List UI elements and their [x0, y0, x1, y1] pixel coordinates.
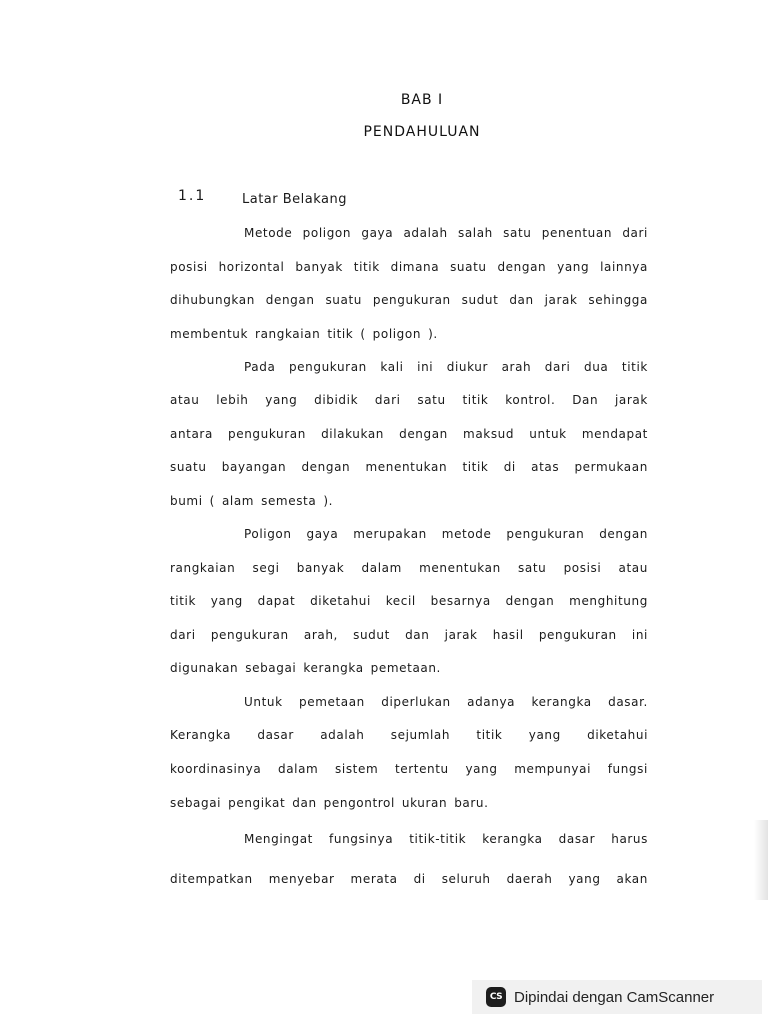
text-word: menghitung: [569, 594, 648, 608]
text-word: untuk: [529, 427, 567, 441]
text-word: merata: [350, 872, 398, 886]
text-word: menentukan: [419, 561, 501, 575]
text-word: suatu: [325, 293, 362, 307]
text-line: [244, 695, 648, 709]
page-edge-shadow: [754, 820, 768, 900]
text-word: titik: [353, 260, 380, 274]
text-line: [170, 661, 648, 675]
camscanner-watermark: [472, 980, 762, 1014]
text-word: penentuan: [541, 226, 613, 240]
text-word: atau: [170, 393, 200, 407]
text-word: pengukuran: [538, 628, 617, 642]
text-word: rangkaian: [170, 561, 236, 575]
text-word: adalah: [320, 728, 365, 742]
text-word: seluruh: [441, 872, 491, 886]
text-word: sudut: [461, 293, 499, 307]
text-word: (: [360, 327, 366, 341]
text-word: satu: [518, 561, 547, 575]
text-word: adanya: [467, 695, 516, 709]
text-word: membentuk: [170, 327, 249, 341]
text-line: [170, 327, 648, 341]
camscanner-logo-icon: CS: [486, 987, 506, 1007]
text-word: dasar.: [608, 695, 648, 709]
text-word: Pada: [244, 360, 276, 374]
text-word: sebagai: [170, 796, 222, 810]
text-word: poligon: [302, 226, 352, 240]
text-word: menentukan: [365, 460, 448, 474]
text-word: kerangka: [531, 695, 592, 709]
text-word: Dan: [572, 393, 599, 407]
text-word: diketahui: [310, 594, 371, 608]
text-word: gaya: [306, 527, 339, 541]
text-word: pengukuran: [372, 293, 451, 307]
text-word: metode: [441, 527, 492, 541]
text-word: diukur: [446, 360, 489, 374]
text-word: yang: [210, 594, 243, 608]
text-word: lebih: [216, 393, 249, 407]
text-word: dengan: [505, 594, 555, 608]
text-word: kerangka: [303, 661, 364, 675]
text-line: [170, 628, 648, 642]
text-line: [170, 260, 648, 274]
text-line: [170, 594, 648, 608]
text-word: sebagai: [245, 661, 297, 675]
text-word: kontrol.: [505, 393, 556, 407]
text-line: [244, 832, 648, 846]
text-word: titik-titik: [409, 832, 467, 846]
text-word: gaya: [361, 226, 394, 240]
text-word: Poligon: [244, 527, 292, 541]
text-word: dan: [405, 628, 430, 642]
text-word: atau: [618, 561, 648, 575]
text-word: koordinasinya: [170, 762, 262, 776]
text-word: dihubungkan: [170, 293, 255, 307]
text-word: pengukuran: [288, 360, 367, 374]
text-word: dilakukan: [321, 427, 384, 441]
text-word: ditempatkan: [170, 872, 253, 886]
text-word: satu: [417, 393, 446, 407]
text-word: besarnya: [430, 594, 491, 608]
text-word: Kerangka: [170, 728, 232, 742]
text-word: jarak: [444, 628, 478, 642]
text-word: dari: [544, 360, 571, 374]
text-line: [170, 393, 648, 407]
text-word: dalam: [277, 762, 319, 776]
text-word: ini: [631, 628, 648, 642]
text-word: sudut: [353, 628, 390, 642]
text-word: titik: [462, 460, 489, 474]
text-word: pengukuran: [506, 527, 585, 541]
text-word: ini: [417, 360, 434, 374]
text-word: dari: [170, 628, 196, 642]
text-word: salah: [457, 226, 493, 240]
text-word: titik: [476, 728, 503, 742]
text-word: horizontal: [218, 260, 285, 274]
text-word: fungsi: [607, 762, 648, 776]
text-line: [244, 360, 648, 374]
text-word: dapat: [257, 594, 296, 608]
text-word: maksud: [463, 427, 515, 441]
text-word: bumi: [170, 494, 203, 508]
text-word: dengan: [399, 427, 448, 441]
text-word: satu: [503, 226, 532, 240]
text-word: (: [209, 494, 215, 508]
text-word: poligon: [372, 327, 422, 341]
text-word: dimana: [390, 260, 440, 274]
text-word: mendapat: [581, 427, 648, 441]
text-word: posisi: [170, 260, 208, 274]
text-word: dan: [509, 293, 534, 307]
text-word: suatu: [450, 260, 487, 274]
text-word: titik: [621, 360, 648, 374]
text-word: bayangan: [221, 460, 287, 474]
text-word: baru.: [454, 796, 489, 810]
text-line: [170, 728, 648, 742]
text-word: di: [413, 872, 426, 886]
text-line: [170, 762, 648, 776]
section-number: 1.1: [178, 188, 207, 204]
text-word: akan: [616, 872, 648, 886]
text-word: sehingga: [588, 293, 648, 307]
text-word: alam: [221, 494, 255, 508]
text-word: sistem: [335, 762, 379, 776]
text-word: diperlukan: [381, 695, 451, 709]
text-word: mempunyai: [514, 762, 591, 776]
text-word: kecil: [385, 594, 416, 608]
text-word: adalah: [403, 226, 448, 240]
camscanner-label: Dipindai dengan CamScanner: [514, 988, 715, 1006]
text-line: [244, 527, 648, 541]
text-word: sejumlah: [390, 728, 451, 742]
text-word: dibidik: [314, 393, 359, 407]
text-word: titik: [170, 594, 197, 608]
text-word: dan: [292, 796, 317, 810]
chapter-title: PENDAHULUAN: [363, 124, 481, 140]
text-word: digunakan: [170, 661, 239, 675]
text-word: ).: [428, 327, 438, 341]
text-word: permukaan: [574, 460, 648, 474]
text-word: suatu: [170, 460, 207, 474]
text-word: posisi: [563, 561, 602, 575]
text-word: titik: [462, 393, 489, 407]
text-word: Metode: [244, 226, 293, 240]
text-word: pengontrol: [323, 796, 395, 810]
text-word: lainnya: [600, 260, 648, 274]
text-word: pengikat: [228, 796, 286, 810]
text-word: titik: [327, 327, 354, 341]
text-word: harus: [611, 832, 648, 846]
text-word: di: [503, 460, 516, 474]
text-word: dari: [374, 393, 401, 407]
text-word: Untuk: [244, 695, 283, 709]
text-word: arah,: [303, 628, 338, 642]
text-word: dalam: [361, 561, 402, 575]
text-word: antara: [170, 427, 213, 441]
text-word: yang: [265, 393, 298, 407]
text-word: pemetaan.: [370, 661, 441, 675]
text-word: pemetaan: [299, 695, 365, 709]
text-word: atas: [531, 460, 560, 474]
text-word: menyebar: [268, 872, 335, 886]
text-word: dengan: [265, 293, 315, 307]
text-line: [170, 494, 648, 508]
text-word: Mengingat: [244, 832, 313, 846]
text-word: dua: [583, 360, 609, 374]
text-word: kerangka: [482, 832, 543, 846]
text-word: diketahui: [587, 728, 648, 742]
text-word: dasar: [257, 728, 294, 742]
text-word: dari: [622, 226, 648, 240]
text-word: yang: [528, 728, 561, 742]
text-word: fungsinya: [329, 832, 394, 846]
text-word: merupakan: [353, 527, 427, 541]
text-word: dengan: [301, 460, 351, 474]
text-line: [170, 561, 648, 575]
text-word: jarak: [614, 393, 648, 407]
text-word: semesta: [261, 494, 317, 508]
text-word: yang: [557, 260, 590, 274]
text-word: yang: [568, 872, 601, 886]
text-line: [170, 293, 648, 307]
text-line: [170, 427, 648, 441]
chapter-heading: BAB I: [400, 92, 444, 108]
text-word: yang: [465, 762, 498, 776]
text-word: banyak: [295, 260, 343, 274]
text-word: tertentu: [394, 762, 449, 776]
text-word: dengan: [599, 527, 648, 541]
text-word: banyak: [296, 561, 345, 575]
text-word: pengukuran: [210, 628, 289, 642]
text-word: daerah: [506, 872, 553, 886]
text-word: dengan: [497, 260, 547, 274]
text-line: [170, 872, 648, 886]
text-word: segi: [252, 561, 280, 575]
text-word: dasar: [558, 832, 596, 846]
text-word: kali: [380, 360, 404, 374]
text-line: [170, 796, 648, 810]
text-word: ).: [323, 494, 334, 508]
text-word: arah: [501, 360, 532, 374]
section-title: Latar Belakang: [242, 192, 348, 207]
text-word: jarak: [544, 293, 578, 307]
text-line: [244, 226, 648, 240]
text-word: ukuran: [401, 796, 448, 810]
text-word: hasil: [492, 628, 524, 642]
text-word: pengukuran: [228, 427, 306, 441]
text-word: rangkaian: [255, 327, 321, 341]
text-line: [170, 460, 648, 474]
